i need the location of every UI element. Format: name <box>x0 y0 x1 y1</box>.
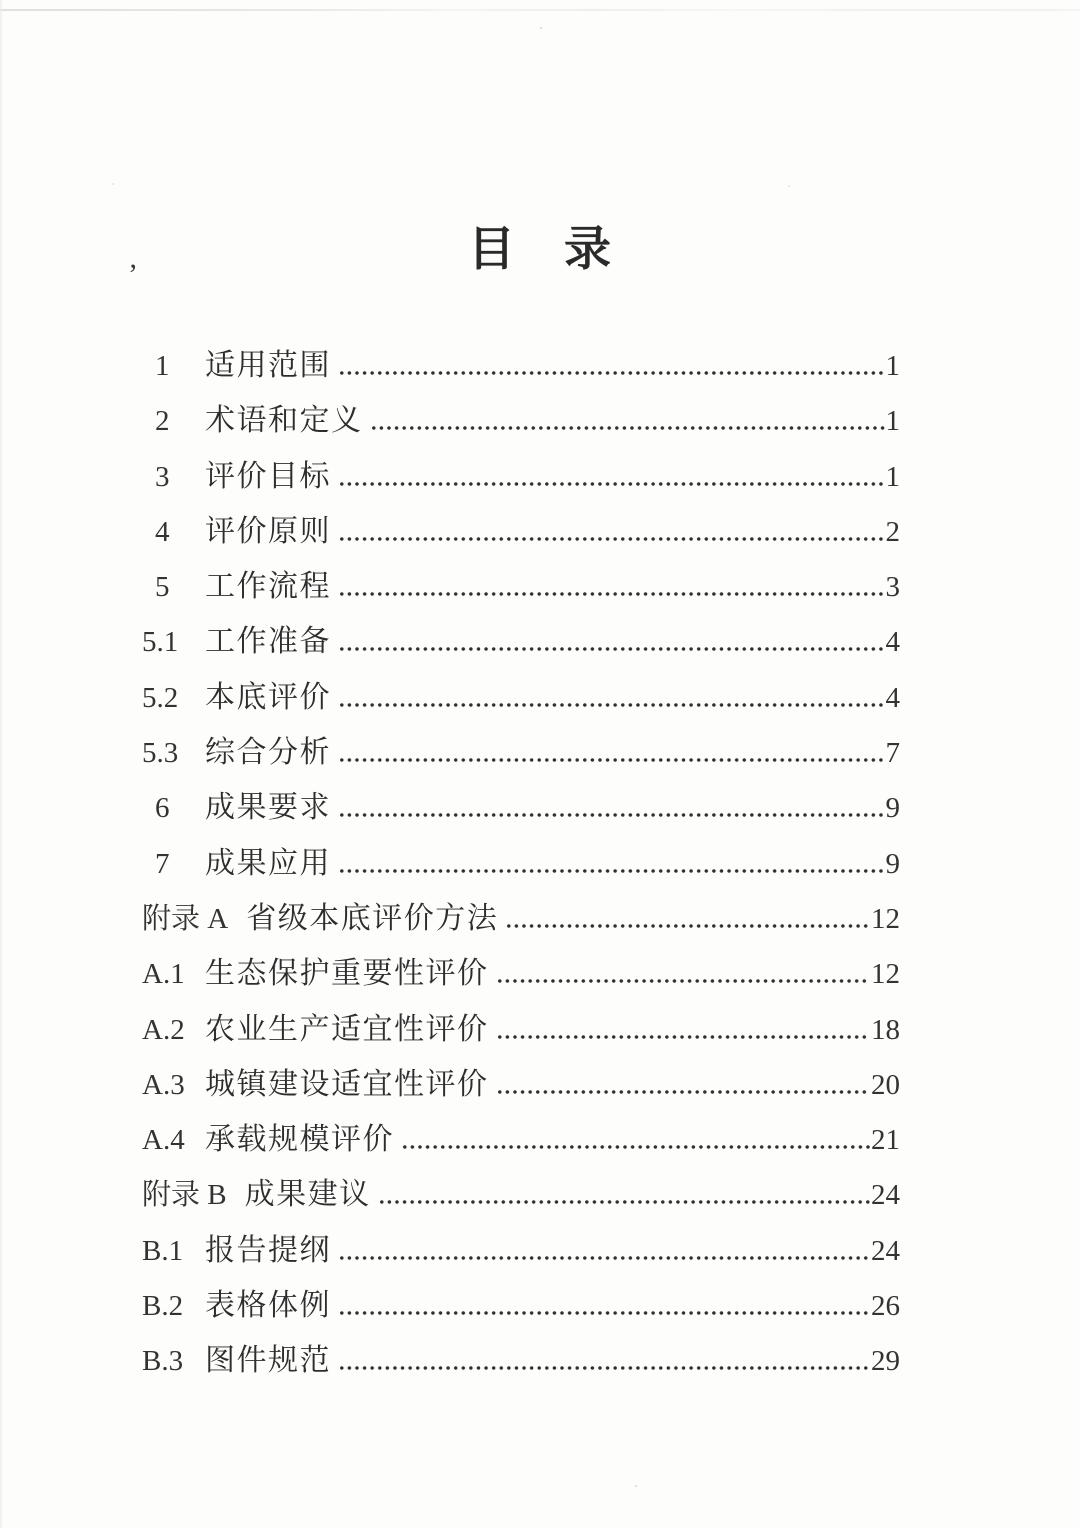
toc-entry <box>142 460 900 515</box>
scan-artifact-specks <box>540 27 542 29</box>
toc-entry-number: B.1 <box>142 1234 184 1267</box>
toc-entry-number: 5.2 <box>142 681 179 714</box>
toc-entry-number: 4 <box>155 515 170 548</box>
toc-entry <box>142 404 900 459</box>
toc-entry-number: 5.3 <box>142 737 179 770</box>
toc-entry-page: 9 <box>885 847 900 880</box>
toc-entry-number: A.3 <box>142 1068 185 1101</box>
page-title: 目 录 <box>468 224 612 276</box>
dot-leader <box>380 1200 870 1204</box>
toc-entry-title: 本底评价 <box>205 680 331 714</box>
toc-entry-page: 3 <box>885 571 900 604</box>
toc-entry-number: 附录 A <box>142 902 229 935</box>
toc-entry <box>142 1289 900 1344</box>
toc-entry <box>142 681 900 736</box>
toc-entry-page: 7 <box>885 737 900 770</box>
toc-entry <box>142 902 900 957</box>
toc-entry-page: 1 <box>885 350 900 382</box>
toc-entry-title: 报告提纲 <box>205 1233 331 1267</box>
scan-artifact-line <box>0 9 1080 11</box>
toc-entry-title: 生态保护重要性评价 <box>205 957 489 991</box>
toc-entry <box>142 1123 900 1178</box>
toc-entry-number: A.2 <box>142 1013 185 1046</box>
toc-list <box>142 349 900 1400</box>
toc-entry <box>142 1178 900 1233</box>
dot-leader <box>340 758 885 762</box>
toc-entry-title: 工作准备 <box>205 625 331 659</box>
dot-leader <box>507 924 870 928</box>
toc-entry-page: 21 <box>871 1124 900 1157</box>
toc-entry <box>142 1234 900 1289</box>
toc-entry-number: 附录 B <box>142 1179 227 1212</box>
toc-entry-title: 农业生产适宜性评价 <box>205 1012 489 1046</box>
toc-entry-page: 24 <box>871 1179 900 1212</box>
toc-entry-page: 1 <box>885 405 900 438</box>
toc-entry-number: 5 <box>155 571 170 604</box>
dot-leader <box>340 813 885 817</box>
toc-entry-page: 9 <box>885 792 900 825</box>
dot-leader <box>498 1090 871 1094</box>
toc-entry <box>142 1344 900 1399</box>
dot-leader <box>340 537 885 541</box>
dot-leader <box>340 1256 870 1260</box>
toc-entry <box>142 957 900 1012</box>
dot-leader <box>498 1035 871 1039</box>
toc-entry-page: 4 <box>885 626 900 659</box>
toc-entry-page: 20 <box>871 1068 900 1101</box>
toc-entry-number: B.2 <box>142 1290 184 1323</box>
dot-leader <box>340 703 885 707</box>
toc-entry <box>142 570 900 625</box>
toc-entry-title: 表格体例 <box>205 1289 331 1323</box>
dot-leader <box>340 371 885 375</box>
toc-entry-page: 29 <box>871 1345 900 1378</box>
dot-leader <box>340 1366 870 1370</box>
dot-leader <box>340 869 885 873</box>
toc-entry-number: 2 <box>155 405 170 438</box>
toc-entry-title: 评价原则 <box>205 514 331 548</box>
toc-entry <box>142 791 900 846</box>
toc-entry-title: 城镇建设适宜性评价 <box>205 1067 489 1101</box>
toc-entry-title: 成果应用 <box>205 846 331 880</box>
toc-entry-page: 12 <box>871 902 900 935</box>
toc-entry-number: 7 <box>155 847 170 880</box>
toc-entry <box>142 515 900 570</box>
toc-entry-title: 综合分析 <box>205 736 331 770</box>
dot-leader <box>340 1311 870 1315</box>
dot-leader <box>498 979 871 983</box>
dot-leader <box>340 647 885 651</box>
toc-entry-title: 评价目标 <box>205 459 331 493</box>
toc-entry <box>142 625 900 680</box>
toc-entry-title: 工作流程 <box>205 570 331 604</box>
toc-entry <box>142 1013 900 1068</box>
dot-leader <box>403 1145 870 1149</box>
toc-entry-title: 承载规模评价 <box>205 1123 394 1157</box>
toc-entry-page: 1 <box>885 460 900 493</box>
toc-entry-number: 3 <box>155 460 170 493</box>
toc-entry-page: 2 <box>885 515 900 548</box>
toc-entry-number: A.4 <box>142 1124 185 1157</box>
toc-entry-title: 成果建议 <box>244 1178 371 1212</box>
toc-entry-page: 4 <box>885 681 900 714</box>
toc-entry-number: 6 <box>155 792 170 825</box>
toc-entry-number: A.1 <box>142 958 185 991</box>
toc-entry-title: 成果要求 <box>205 791 331 825</box>
toc-entry-page: 18 <box>871 1013 900 1046</box>
toc-entry-page: 12 <box>871 958 900 991</box>
toc-entry-title: 省级本底评价方法 <box>246 901 499 935</box>
toc-entry-page: 26 <box>871 1290 900 1323</box>
stray-mark: ’ <box>128 258 138 291</box>
dot-leader <box>372 426 885 430</box>
toc-entry <box>142 847 900 902</box>
toc-entry <box>142 1068 900 1123</box>
toc-entry-number: 1 <box>155 350 170 382</box>
toc-entry <box>142 736 900 791</box>
toc-entry-page: 24 <box>871 1234 900 1267</box>
toc-entry-title: 适用范围 <box>205 349 331 382</box>
toc-entry-number: 5.1 <box>142 626 179 659</box>
dot-leader <box>340 482 885 486</box>
toc-entry-title: 术语和定义 <box>205 404 363 438</box>
toc-entry <box>142 349 900 404</box>
toc-entry-number: B.3 <box>142 1345 184 1378</box>
dot-leader <box>340 592 885 596</box>
toc-entry-title: 图件规范 <box>205 1344 331 1378</box>
